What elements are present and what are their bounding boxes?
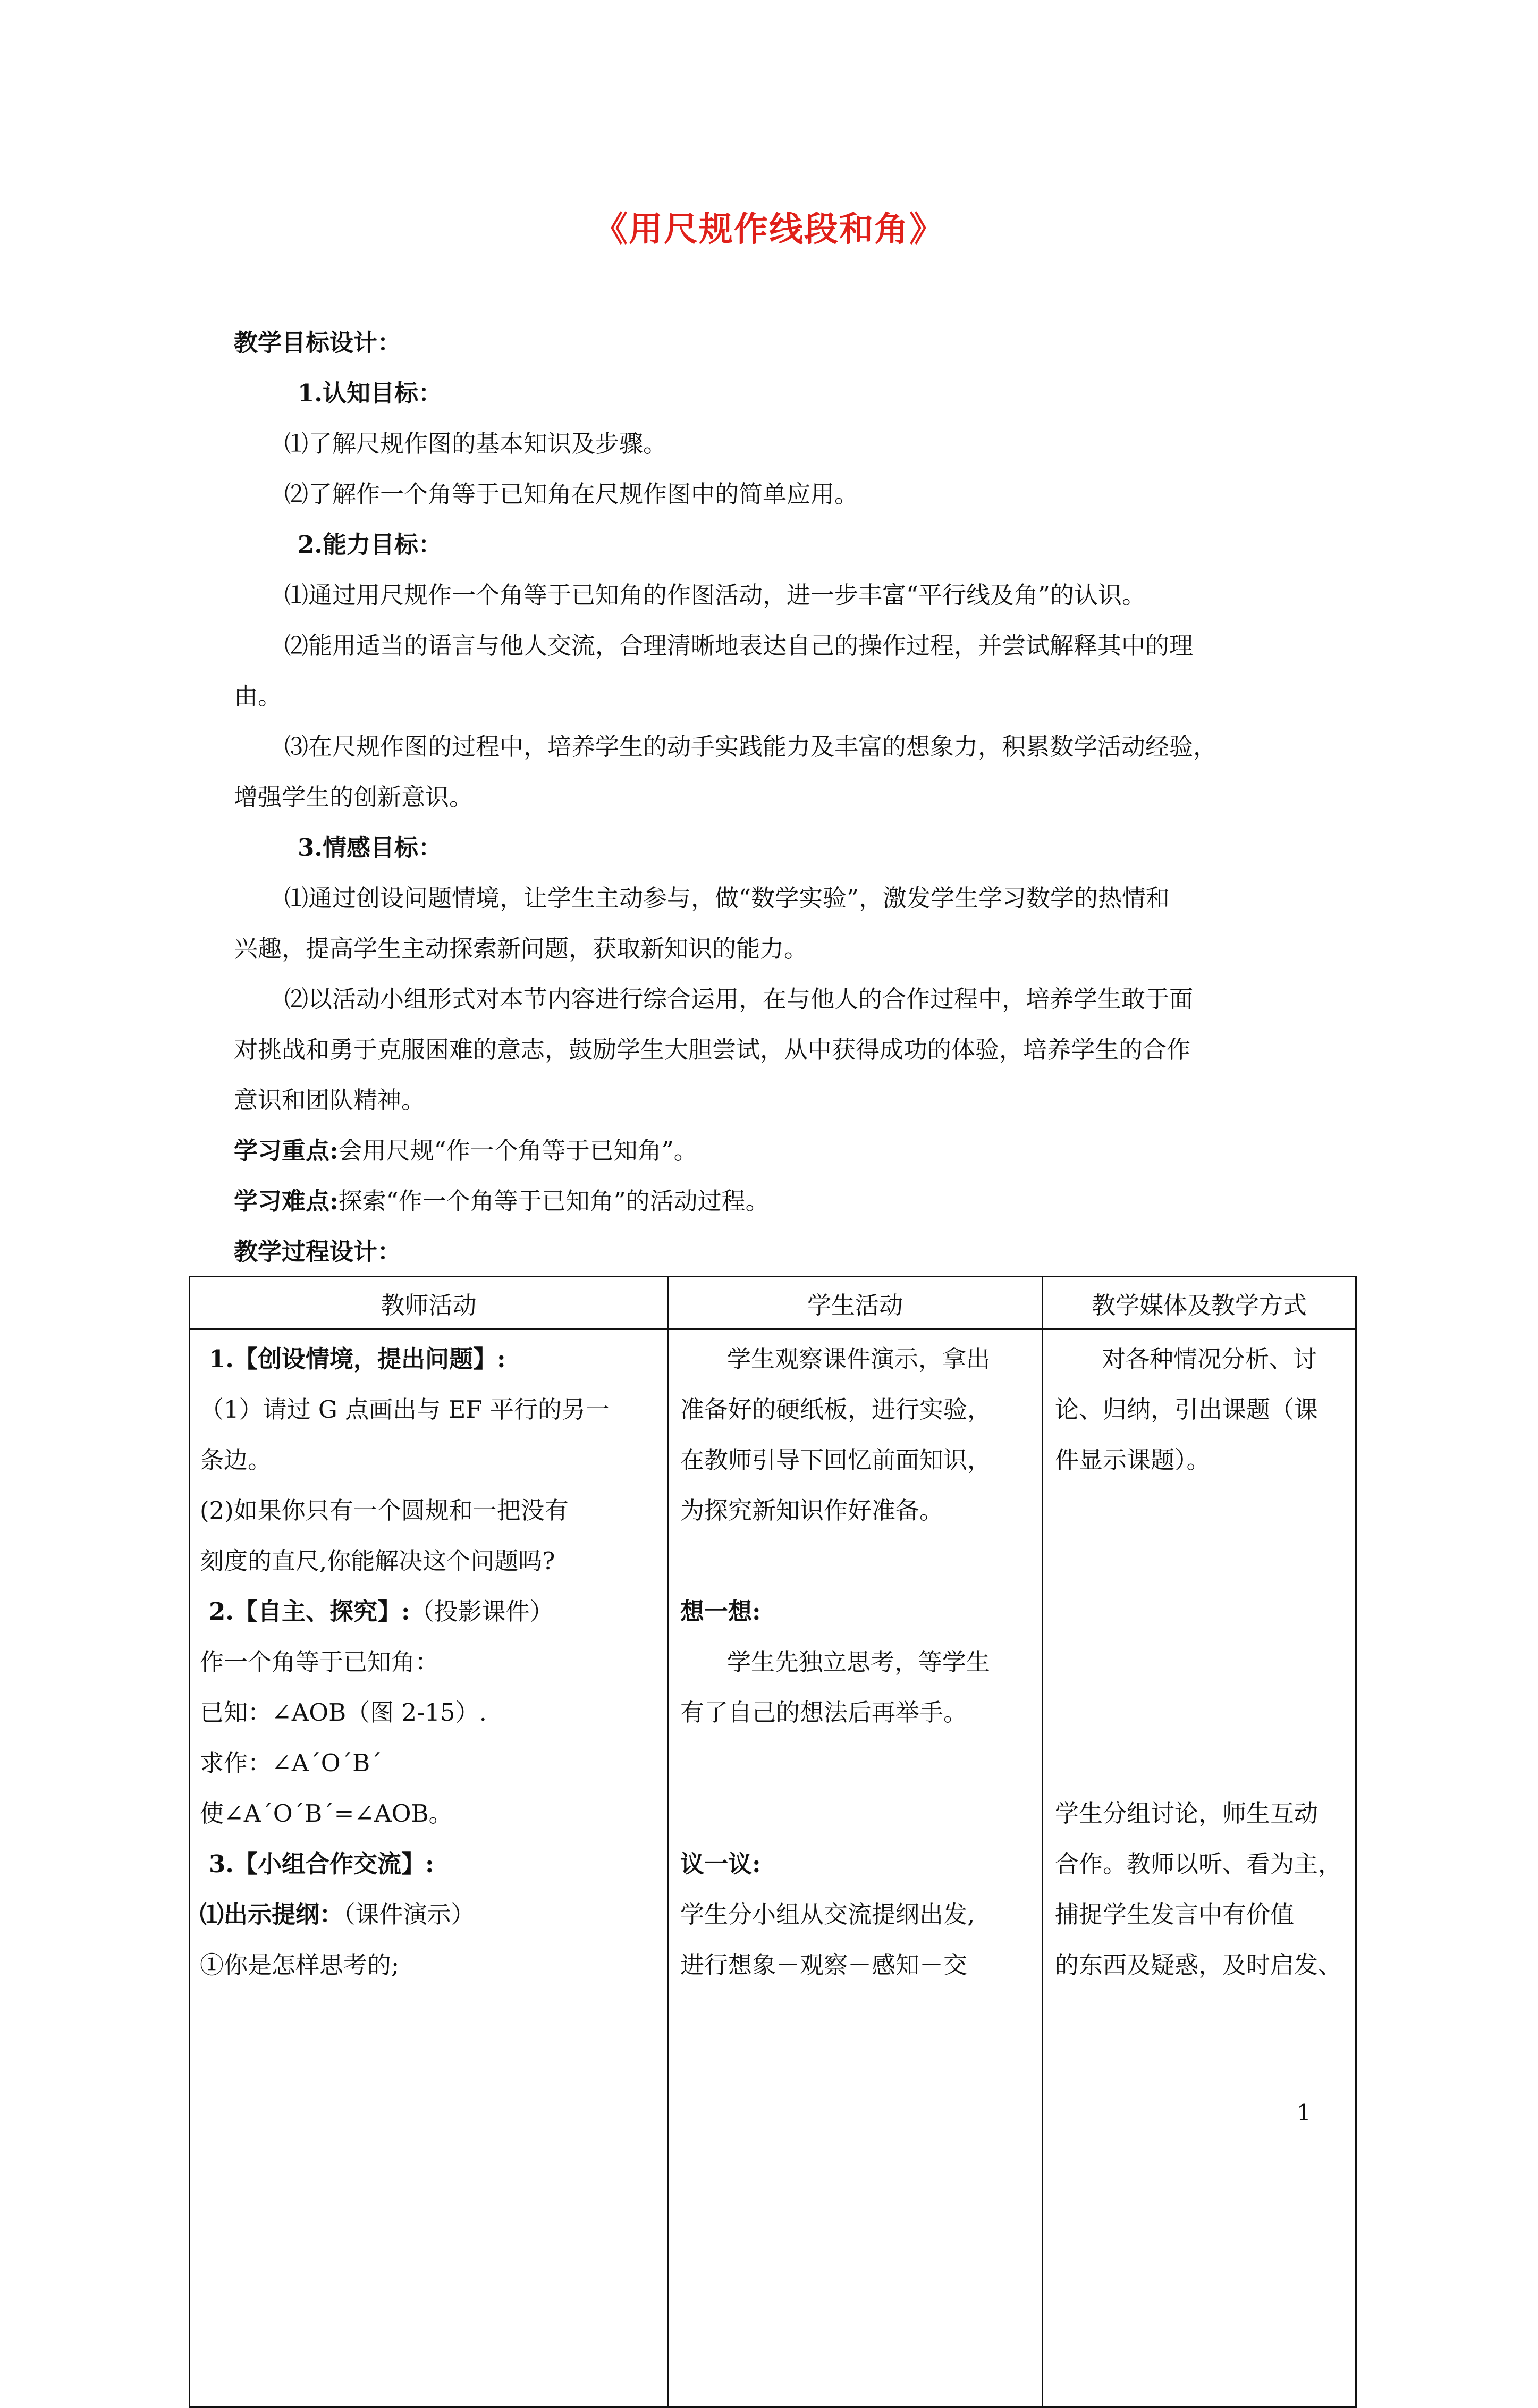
- teacher-step2-title: 2.【自主、探究】:: [209, 1597, 410, 1626]
- objectives-heading: 教学目标设计：: [234, 329, 402, 357]
- media-m2-l2: 合作。教师以听、看为主，: [1055, 1850, 1342, 1878]
- emotion-item-2-cont-2: 意识和团队精神。: [234, 1086, 426, 1114]
- key-point: [234, 1135, 698, 1167]
- media-m1-l2: 论、归纳，引出课题（课: [1055, 1395, 1319, 1424]
- cognitive-item-1: ⑴了解尺规作图的基本知识及步骤。: [284, 430, 667, 458]
- lesson-process-table: [189, 1276, 1357, 2408]
- teacher-step2-construct: 求作：∠A´O´B´: [200, 1749, 382, 1777]
- process-heading: 教学过程设计：: [234, 1237, 402, 1266]
- teacher-step1-q2: (2)如果你只有一个圆规和一把没有: [200, 1496, 569, 1525]
- teacher-step3-outline-note: （课件演示）: [343, 1900, 475, 1929]
- key-point-label: 学习重点:: [234, 1136, 339, 1165]
- student-think-l2: 有了自己的想法后再举手。: [680, 1698, 968, 1727]
- teacher-step3-q1: ①你是怎样思考的;: [200, 1951, 400, 1979]
- difficulty-label: 学习难点:: [234, 1187, 339, 1215]
- teacher-step2-line: [209, 1596, 554, 1628]
- media-m2-l4: 的东西及疑惑，及时启发、: [1055, 1951, 1342, 1979]
- student-think-l1: 学生先独立思考，等学生: [727, 1648, 991, 1676]
- media-m2-l3: 捕捉学生发言中有价值: [1055, 1900, 1295, 1929]
- header-teacher: 教师活动: [190, 1277, 668, 1329]
- document-title: 《用尺规作线段和角》: [594, 209, 944, 249]
- ability-item-3: ⑶在尺规作图的过程中，培养学生的动手实践能力及丰富的想象力，积累数学活动经验，: [284, 732, 1218, 761]
- emotion-item-2: ⑵以活动小组形式对本节内容进行综合运用，在与他人的合作过程中，培养学生敢于面: [284, 985, 1194, 1013]
- key-point-text: 会用尺规“作一个角等于已知角”。: [338, 1136, 698, 1165]
- student-p1-l4: 为探究新知识作好准备。: [680, 1496, 944, 1525]
- teacher-step1-q1: （1）请过 G 点画出与 EF 平行的另一: [200, 1395, 610, 1424]
- ability-item-3-cont: 增强学生的创新意识。: [234, 783, 474, 811]
- teacher-step1-title: 1.【创设情境，提出问题】:: [209, 1345, 506, 1373]
- difficulty-text: 探索“作一个角等于已知角”的活动过程。: [338, 1187, 770, 1215]
- teacher-step3-outline-label: ⑴出示提纲：: [200, 1900, 344, 1929]
- teacher-step2-note: （投影课件）: [410, 1597, 554, 1626]
- student-p1-l3: 在教师引导下回忆前面知识，: [680, 1446, 992, 1474]
- emotion-heading: 3.情感目标：: [298, 833, 442, 862]
- emotion-item-2-cont-1: 对挑战和勇于克服困难的意志，鼓励学生大胆尝试，从中获得成功的体验，培养学生的合作: [234, 1035, 1191, 1064]
- ability-heading: 2.能力目标：: [298, 531, 442, 559]
- teacher-activity-cell: [190, 1329, 668, 2407]
- student-activity-cell: [668, 1329, 1043, 2407]
- teacher-step1-q2-cont: 刻度的直尺,你能解决这个问题吗?: [200, 1547, 555, 1575]
- student-think-title: 想一想:: [680, 1597, 761, 1626]
- teacher-step2-condition: 使∠A´O´B´=∠AOB。: [200, 1799, 453, 1828]
- media-m1-l1: 对各种情况分析、讨: [1102, 1345, 1317, 1373]
- teacher-step3-title: 3.【小组合作交流】:: [209, 1850, 434, 1878]
- teacher-step2-task: 作一个角等于已知角：: [200, 1648, 440, 1676]
- student-discuss-l1: 学生分小组从交流提纲出发,: [680, 1900, 975, 1929]
- student-discuss-l2: 进行想象－观察－感知－交: [680, 1951, 968, 1979]
- emotion-item-1-cont: 兴趣，提高学生主动探索新问题，获取新知识的能力。: [234, 934, 808, 963]
- cognitive-heading: 1.认知目标：: [298, 379, 442, 407]
- header-student: 学生活动: [668, 1277, 1043, 1329]
- student-p1-l2: 准备好的硬纸板，进行实验，: [680, 1395, 992, 1424]
- teacher-step3-outline: [200, 1899, 475, 1931]
- media-m2-l1: 学生分组讨论，师生互动: [1055, 1799, 1319, 1828]
- student-p1-l1: 学生观察课件演示，拿出: [727, 1345, 991, 1373]
- teacher-step2-given: 已知：∠AOB（图 2-15）.: [200, 1698, 487, 1727]
- media-m1-l3: 件显示课题）。: [1055, 1446, 1211, 1474]
- ability-item-1: ⑴通过用尺规作一个角等于已知角的作图活动，进一步丰富“平行线及角”的认识。: [284, 581, 1146, 609]
- difficulty: [234, 1185, 770, 1217]
- student-discuss-title: 议一议:: [680, 1850, 761, 1878]
- ability-item-2-cont: 由。: [234, 682, 282, 710]
- teacher-step1-q1-cont: 条边。: [200, 1446, 272, 1474]
- media-method-cell: [1043, 1329, 1356, 2407]
- emotion-item-1: ⑴通过创设问题情境，让学生主动参与，做“数学实验”，激发学生学习数学的热情和: [284, 884, 1170, 912]
- header-media: 教学媒体及教学方式: [1043, 1277, 1356, 1329]
- cognitive-item-2: ⑵了解作一个角等于已知角在尺规作图中的简单应用。: [284, 480, 859, 508]
- page-number: 1: [1297, 2100, 1311, 2126]
- ability-item-2: ⑵能用适当的语言与他人交流，合理清晰地表达自己的操作过程，并尝试解释其中的理: [284, 632, 1194, 660]
